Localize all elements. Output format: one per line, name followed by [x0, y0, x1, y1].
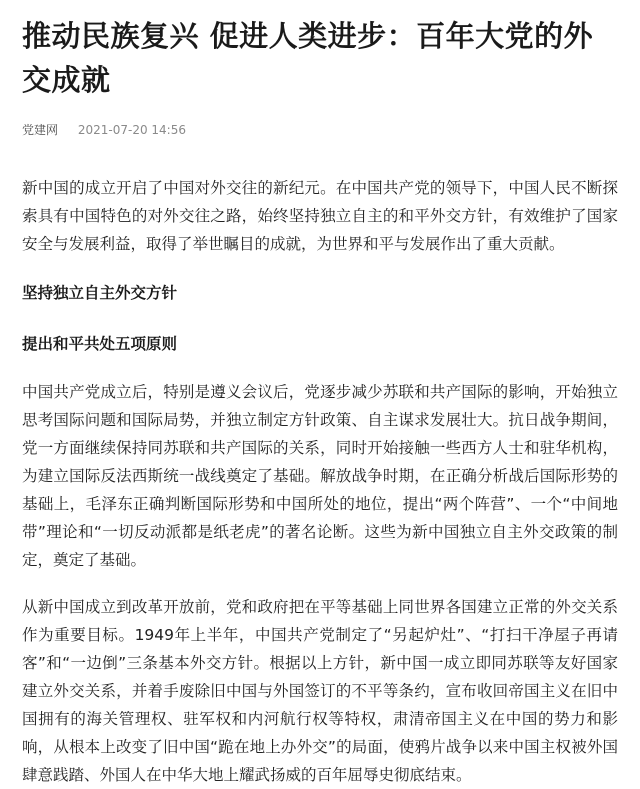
article-meta	[22, 122, 618, 138]
article-title: 推动民族复兴 促进人类进步：百年大党的外交成就	[22, 19, 594, 97]
subsection-heading: 提出和平共处五项原则	[22, 335, 178, 353]
article-paragraph: 从新中国成立到改革开放前，党和政府把在平等基础上同世界各国建立正常的外交关系作为重要目标。1949年上半年，中国共产党制定了“另起炉灶”、“打扫干净屋子再请客”和“一边倒”三条基本外交方针。根据以上方针，新中国一成立即同苏联等友好国家建立外交关系，并着手废除旧中国与外国签订的不平等条约，宣布收回帝国主义在旧中国拥有的海关管理权、驻军权和内河航行权等特权，肃清帝国主义在中国的势力和影响，从根本上改变了旧中国“跪在地上办外交”的局面，使鸦片战争以来中国主权被外国肆意践踏、外国人在中华大地上耀武扬威的百年屈辱史彻底结束。	[22, 598, 618, 784]
section-heading: 坚持独立自主外交方针	[22, 284, 178, 302]
article-datetime: 2021-07-20 14:56	[77, 123, 186, 137]
article-source[interactable]: 党建网	[22, 123, 59, 137]
article-intro-paragraph: 新中国的成立开启了中国对外交往的新纪元。在中国共产党的领导下，中国人民不断探索具有中国特色的对外交往之路，始终坚持独立自主的和平外交方针，有效维护了国家安全与发展利益，取得了举世瞩目的成就，为世界和平与发展作出了重大贡献。	[22, 179, 618, 253]
article-paragraph: 中国共产党成立后，特别是遵义会议后，党逐步减少苏联和共产国际的影响，开始独立思考国际问题和国际局势，并独立制定方针政策、自主谋求发展壮大。抗日战争期间，党一方面继续保持同苏联和共产国际的关系，同时开始接触一些西方人士和驻华机构，为建立国际反法西斯统一战线奠定了基础。解放战争时期，在正确分析战后国际形势的基础上，毛泽东正确判断国际形势和中国所处的地位，提出“两个阵营”、一个“中间地带”理论和“一切反动派都是纸老虎”的著名论断。这些为新中国独立自主外交政策的制定，奠定了基础。	[22, 383, 618, 569]
